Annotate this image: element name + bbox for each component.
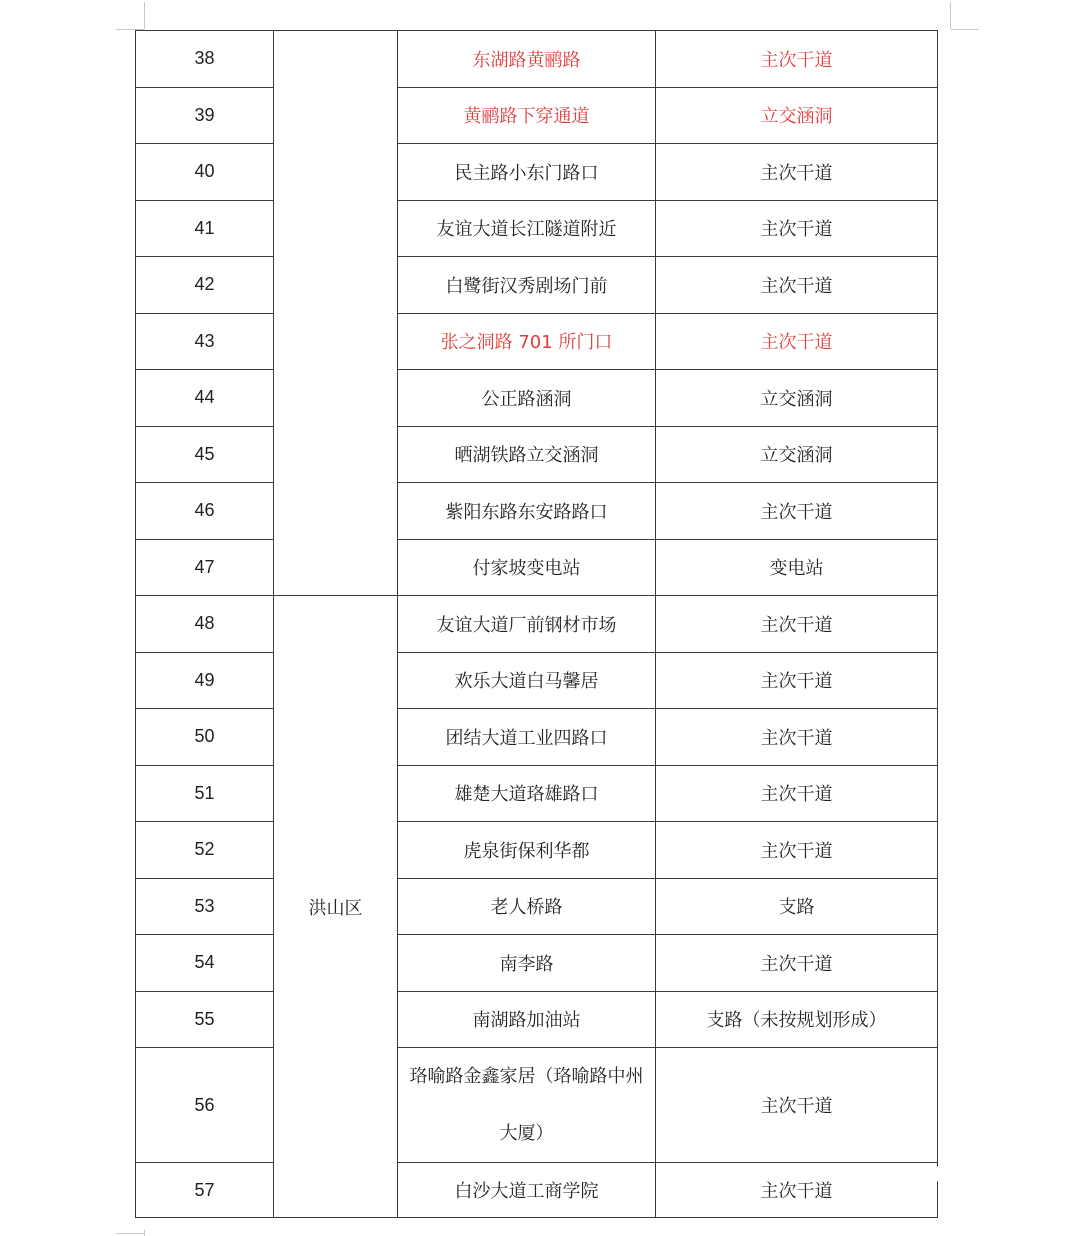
road-type-cell: 主次干道 (656, 596, 938, 653)
page-corner-mark-bottom-left (116, 1233, 144, 1234)
road-type-cell: 主次干道 (656, 652, 938, 709)
table-row (136, 1163, 938, 1218)
location-cell: 黄鹂路下穿通道 (398, 87, 656, 144)
location-cell: 付家坡变电站 (398, 539, 656, 596)
row-number: 46 (136, 483, 274, 540)
row-number: 54 (136, 935, 274, 992)
page-corner-mark-bottom-left (144, 1230, 145, 1236)
road-type-cell: 主次干道 (656, 144, 938, 201)
location-cell: 友谊大道厂前钢材市场 (398, 596, 656, 653)
location-cell: 老人桥路 (398, 878, 656, 935)
row-number: 44 (136, 370, 274, 427)
road-type-cell: 主次干道 (656, 709, 938, 766)
table-row (136, 257, 938, 314)
erased-mark (878, 1166, 938, 1182)
location-cell: 民主路小东门路口 (398, 144, 656, 201)
row-number: 52 (136, 822, 274, 879)
road-type-cell: 立交涵洞 (656, 370, 938, 427)
table-row (136, 822, 938, 879)
road-type-cell: 支路 (656, 878, 938, 935)
district-cell-hongshan: 洪山区 (274, 596, 398, 1218)
table-row (136, 313, 938, 370)
table-row (136, 878, 938, 935)
row-number: 42 (136, 257, 274, 314)
row-number: 45 (136, 426, 274, 483)
table-row (136, 652, 938, 709)
table-row (136, 483, 938, 540)
row-number: 38 (136, 31, 274, 88)
row-number: 41 (136, 200, 274, 257)
table-row (136, 144, 938, 201)
row-number: 47 (136, 539, 274, 596)
location-cell: 雄楚大道珞雄路口 (398, 765, 656, 822)
road-type-cell: 主次干道 (656, 257, 938, 314)
table-row (136, 31, 938, 88)
road-type-cell: 主次干道 (656, 313, 938, 370)
road-type-cell: 主次干道 (656, 935, 938, 992)
table-row (136, 765, 938, 822)
location-cell: 珞喻路金鑫家居（珞喻路中州大厦） (398, 1048, 656, 1163)
table-row (136, 596, 938, 653)
location-cell: 团结大道工业四路口 (398, 709, 656, 766)
row-number: 43 (136, 313, 274, 370)
page-corner-mark-top-right (950, 2, 951, 29)
location-cell: 晒湖铁路立交涵洞 (398, 426, 656, 483)
location-cell: 友谊大道长江隧道附近 (398, 200, 656, 257)
row-number: 57 (136, 1163, 274, 1218)
table-row (136, 200, 938, 257)
location-cell: 欢乐大道白马馨居 (398, 652, 656, 709)
row-number: 40 (136, 144, 274, 201)
page-corner-mark-top-left (144, 2, 145, 29)
row-number: 39 (136, 87, 274, 144)
location-cell: 张之洞路 701 所门口 (398, 313, 656, 370)
road-type-cell: 立交涵洞 (656, 87, 938, 144)
location-cell: 紫阳东路东安路路口 (398, 483, 656, 540)
row-number: 53 (136, 878, 274, 935)
row-number: 49 (136, 652, 274, 709)
location-cell: 东湖路黄鹂路 (398, 31, 656, 88)
table-row (136, 709, 938, 766)
road-type-cell: 支路（未按规划形成） (656, 991, 938, 1048)
table-row (136, 426, 938, 483)
waterlogging-points-table (135, 30, 938, 1218)
road-type-cell: 主次干道 (656, 31, 938, 88)
road-type-cell: 主次干道 (656, 822, 938, 879)
location-cell: 南李路 (398, 935, 656, 992)
table-row (136, 87, 938, 144)
road-type-cell: 变电站 (656, 539, 938, 596)
row-number: 50 (136, 709, 274, 766)
road-type-cell: 主次干道 (656, 483, 938, 540)
district-cell (274, 31, 398, 596)
road-type-cell: 主次干道 (656, 765, 938, 822)
road-type-cell: 主次干道 (656, 200, 938, 257)
location-cell: 白沙大道工商学院 (398, 1163, 656, 1218)
row-number: 55 (136, 991, 274, 1048)
table-row (136, 1048, 938, 1163)
table-row (136, 539, 938, 596)
row-number: 48 (136, 596, 274, 653)
table-row (136, 370, 938, 427)
road-type-cell: 立交涵洞 (656, 426, 938, 483)
location-cell: 白鹭街汉秀剧场门前 (398, 257, 656, 314)
row-number: 56 (136, 1048, 274, 1163)
row-number: 51 (136, 765, 274, 822)
table-row (136, 935, 938, 992)
table-row (136, 991, 938, 1048)
location-cell: 虎泉街保利华都 (398, 822, 656, 879)
road-type-cell: 主次干道 (656, 1048, 938, 1163)
location-cell: 南湖路加油站 (398, 991, 656, 1048)
location-cell: 公正路涵洞 (398, 370, 656, 427)
road-type-cell: 主次干道 (656, 1163, 938, 1218)
page-corner-mark-top-right (951, 29, 979, 30)
